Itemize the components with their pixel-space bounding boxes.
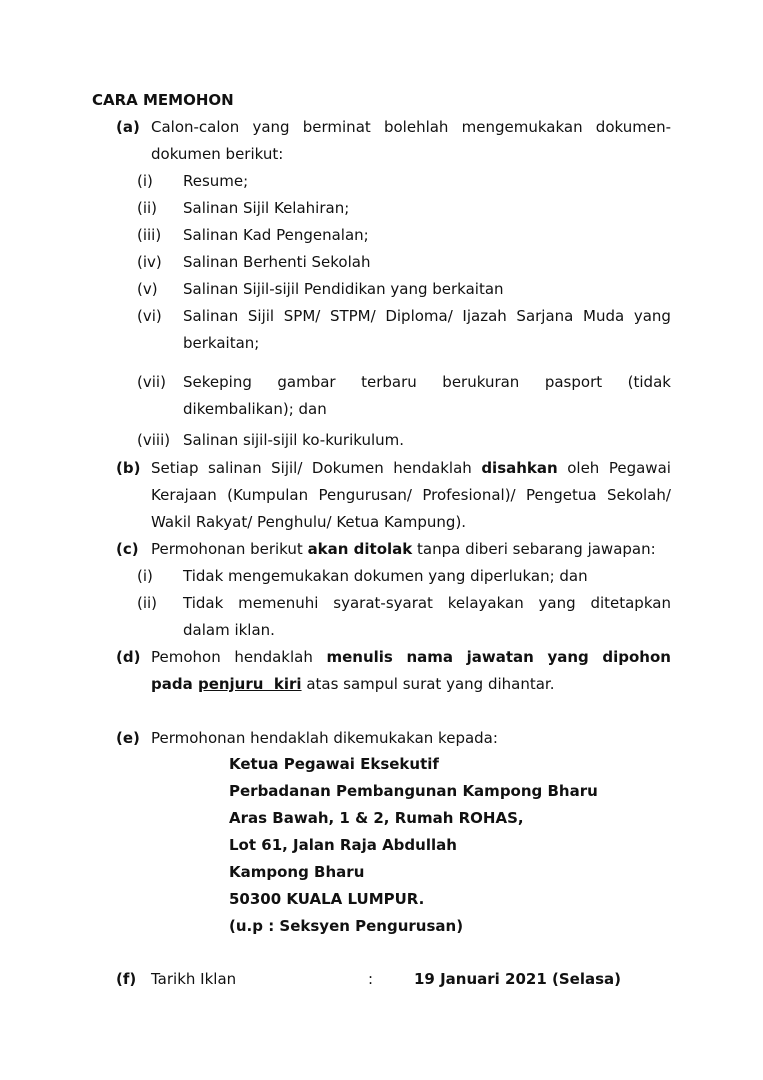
sub-item-num: (ii) [137,594,158,612]
sub-item-text-line1: Tidak memenuhi syarat-syarat kelayakan yang ditetapkan [183,594,671,612]
address-line: Lot 61, Jalan Raja Abdullah [229,836,457,854]
address-line: Ketua Pegawai Eksekutif [229,755,439,773]
item-a-line2: dokumen berikut: [151,145,284,163]
emphasis-text: disahkan [481,459,558,477]
item-b-line2: Kerajaan (Kumpulan Pengurusan/ Profesional)/ Pengetua Sekolah/ [151,486,671,504]
sub-item-num: (viii) [137,431,171,449]
sub-item-text-line1: Salinan Sijil SPM/ STPM/ Diploma/ Ijazah Sarjana Muda yang [183,307,671,325]
item-c-label: (c) [116,540,139,558]
sub-item-num: (iii) [137,226,162,244]
sub-item-num: (i) [137,567,153,585]
item-e-text: Permohonan hendaklah dikemukakan kepada: [151,729,498,747]
sub-item-text: Tidak mengemukakan dokumen yang diperlukan; dan [183,567,588,585]
date-colon: : [368,970,374,988]
sub-item-num: (v) [137,280,158,298]
address-line: 50300 KUALA LUMPUR. [229,890,425,908]
address-line: Aras Bawah, 1 & 2, Rumah ROHAS, [229,809,524,827]
sub-item-text: Salinan Sijil-sijil Pendidikan yang berkaitan [183,280,504,298]
sub-item-text-line2: dalam iklan. [183,621,275,639]
item-e-label: (e) [116,729,140,747]
item-a-line1: Calon-calon yang berminat bolehlah mengemukakan dokumen- [151,118,671,136]
sub-item-text: Salinan sijil-sijil ko-kurikulum. [183,431,405,449]
date-key: Tarikh Iklan [151,970,237,988]
address-line: Kampong Bharu [229,863,365,881]
underlined-emphasis: penjuru kiri [197,675,302,693]
item-f-label: (f) [116,970,137,988]
item-d-line1: Pemohon hendaklah menulis nama jawatan yang dipohon [151,648,671,666]
sub-item-text: Resume; [183,172,249,190]
sub-item-text: Salinan Berhenti Sekolah [183,253,371,271]
date-value: 19 Januari 2021 (Selasa) [414,970,622,988]
item-c-line1: Permohonan berikut akan ditolak tanpa diberi sebarang jawapan: [151,540,656,558]
address-line: (u.p : Seksyen Pengurusan) [229,917,464,935]
sub-item-num: (vii) [137,373,166,391]
item-d-line2: pada penjuru kiri atas sampul surat yang dihantar. [151,675,555,693]
sub-item-num: (ii) [137,199,158,217]
sub-item-num: (i) [137,172,153,190]
item-b-label: (b) [116,459,141,477]
emphasis-text: akan ditolak [307,540,413,558]
sub-item-text-line1: Sekeping gambar terbaru berukuran pasport (tidak [183,373,671,391]
sub-item-text: Salinan Kad Pengenalan; [183,226,369,244]
item-b-line3: Wakil Rakyat/ Penghulu/ Ketua Kampung). [151,513,467,531]
item-a-label: (a) [116,118,140,136]
sub-item-num: (iv) [137,253,162,271]
sub-item-text-line2: berkaitan; [183,334,260,352]
item-d-label: (d) [116,648,141,666]
address-line: Perbadanan Pembangunan Kampong Bharu [229,782,598,800]
item-b-line1: Setiap salinan Sijil/ Dokumen hendaklah disahkan oleh Pegawai [151,459,671,477]
sub-item-text: Salinan Sijil Kelahiran; [183,199,350,217]
sub-item-text-line2: dikembalikan); dan [183,400,327,418]
section-heading: CARA MEMOHON [92,91,234,109]
sub-item-num: (vi) [137,307,162,325]
